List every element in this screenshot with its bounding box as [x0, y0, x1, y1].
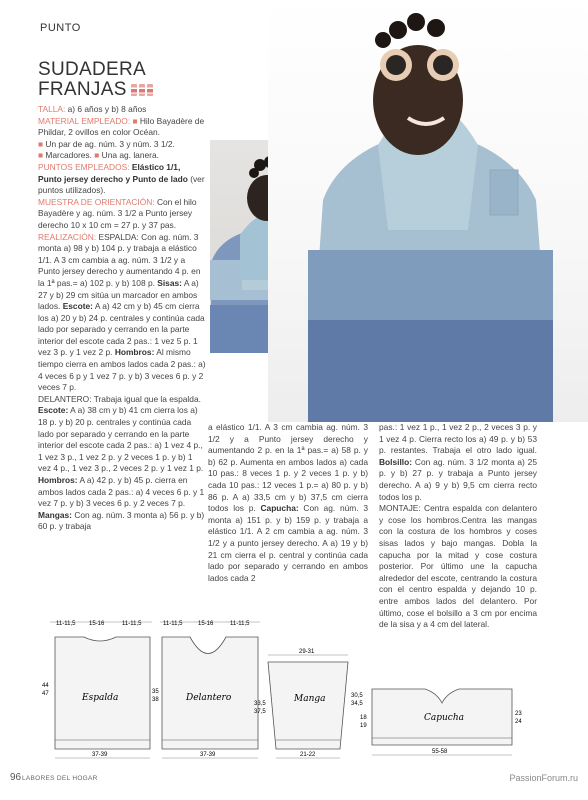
espalda-diagram: [42, 621, 159, 758]
pattern-column-3: [379, 422, 537, 631]
bullet-icon: ■: [94, 150, 100, 161]
delantero-diagram: [160, 621, 260, 758]
bullet-icon: ■: [132, 115, 138, 126]
col3-text: pas.: 1 vez 1 p., 1 vez 2 p., 2 veces 3 p. y 1 vez 4 p. Cierra recto los a) 49 p. y b) 53 p. restantes. Trabaja el otro lado igual.: [379, 422, 537, 456]
escote2-label: Escote:: [38, 405, 69, 416]
delantero-label: Delantero: [186, 693, 232, 703]
espalda-top-right: 11-11,5: [122, 621, 142, 627]
escote2-text: A a) 38 cm y b) 41 cm cierra los a) 18 p. y b) 20 p. centrales y continúa cada lado por separado y cerrando en la parte interior del escote cada 2 pas.: a) 1 vez 4 p., 1 vez 3 p., 1 vez 2 p. y 2 veces 1 p. y b) 1 vez 4 p., 1 vez 3 p., 2 veces 2 p. y 1 vez 1 p.: [38, 405, 204, 474]
page-title: [38, 60, 153, 100]
title-line-2: [38, 80, 153, 100]
espalda-right-1: 35: [152, 689, 159, 695]
hombros2-text: A a) 42 p. y b) 45 p. cierra en ambos lados cada 2 pas.: a) 4 veces 6 p. y 1 vez 7 p. y b) 3 veces 6 p. y 2 veces 7 p.: [38, 475, 205, 509]
manga-right-2: 34,5: [351, 701, 363, 707]
material-bullet-2: Marcadores.: [45, 150, 92, 161]
delantero-top-right: 11-11,5: [230, 621, 250, 627]
espalda-top-mid: 15-16: [89, 621, 105, 627]
bolsillo-text: Con ag. núm. 3 1/2 monta a) 25 p. y b) 27 p. y trabaja a Punto jersey derecho. A a) 9 y b) 9,5 cm cierra recto todos los p.: [379, 456, 537, 502]
manga-left-1: 33,5: [254, 701, 266, 707]
material-bullet-3: Una ag. lanera.: [101, 150, 159, 161]
material-bullet-1: Un par de ag. núm. 3 y núm. 3 1/2.: [45, 138, 175, 149]
espalda-top-left: 11-11,5: [56, 621, 76, 627]
capucha-label: Capucha: [424, 713, 465, 723]
delantero-top-left: 11-11,5: [163, 621, 183, 627]
puntos-value: Elástico 1/1, Punto jersey derecho y Punto de lado: [38, 161, 188, 184]
schematics: [0, 615, 588, 765]
manga-bottom: 21-22: [300, 752, 316, 758]
espalda-label: Espalda: [82, 693, 119, 703]
watermark: PassionForum.ru: [509, 773, 578, 783]
photo-front-view: [268, 0, 588, 422]
manga-diagram: [254, 649, 363, 758]
espalda-left-1: 44: [42, 683, 49, 689]
material-label: MATERIAL EMPLEADO:: [38, 115, 131, 126]
espalda-text: ESPALDA: Con ag. núm. 3 monta a) 98 y b) 104 p. y trabaja a elástico 1/1. A 3 cm cambia a ag. núm. 3 1/2 y a Punto jersey derecho y aumentando 4 p. en la 1ª pas.= a) 102 p. y b) 108 p.: [38, 231, 201, 288]
delantero-bottom: 37-39: [200, 752, 216, 758]
capucha-label: Capucha:: [260, 503, 299, 514]
material-value: Hilo Bayadère de Phildar, 2 ovillos en color Océan.: [38, 115, 205, 138]
manga-right-1: 30,5: [351, 693, 363, 699]
muestra-label: MUESTRA DE ORIENTACIÓN:: [38, 196, 155, 207]
puntos-suffix: (ver puntos utilizados).: [38, 173, 205, 196]
puntos-label: PUNTOS EMPLEADOS:: [38, 161, 130, 172]
manga-left-2: 37,5: [254, 709, 266, 715]
montaje-text: MONTAJE: Centra espalda con delantero y cose los hombros.Centra las mangas con la costura de los hombros y coses sisas lados y bajo mangas. Dobla la capucha por la mitad y cose costura posterior. Por último une la capucha alrededor del escote, centrando la costura con el centro espalda y dejando 10 p. entre ambos lados del delantero. Por último, cose el bolsillo a 3 cm por encima de la sisa y a 4 cm del lateral.: [379, 503, 537, 630]
espalda-right-2: 38: [152, 697, 159, 703]
talla-value: a) 6 años y b) 8 años: [67, 104, 147, 114]
mangas-label: Mangas:: [38, 509, 72, 520]
hombros-text: Al mismo tiempo cierra en ambos lados cada 2 pas.: a) 4 veces 6 p y 1 vez 7 p. y b) 3 veces 6 p. y 2 veces 7 p.: [38, 347, 206, 393]
title-line-1: SUDADERA: [38, 59, 146, 80]
capucha-right-2: 24: [515, 719, 522, 725]
pattern-column-2: [208, 422, 368, 584]
muestra-value: Con el hilo Bayadère y ag. núm. 3 1/2 a Punto jersey derecho 10 x 10 cm = 27 p. y 37 pas.: [38, 196, 197, 230]
section-label: PUNTO: [40, 22, 81, 34]
sisas-text: A a) 27 y b) 29 cm sitúa un marcador en ambos lados.: [38, 277, 199, 312]
capucha-left-1: 18: [360, 715, 367, 721]
delantero-text: DELANTERO: Trabaja igual que la espalda.: [38, 393, 201, 404]
bullet-icon: ■: [38, 138, 44, 149]
page-number: 96: [10, 772, 22, 783]
talla-label: TALLA:: [38, 104, 66, 114]
espalda-bottom: 37-39: [92, 752, 108, 758]
mangas-text: Con ag. núm. 3 monta a) 56 p. y b) 60 p. y trabaja: [38, 509, 205, 532]
manga-label: Manga: [294, 694, 326, 704]
capucha-diagram: [360, 689, 522, 755]
realizacion-label: REALIZACIÓN:: [38, 231, 97, 242]
delantero-top-mid: 15-16: [198, 621, 214, 627]
hombros2-label: Hombros:: [38, 475, 78, 485]
bolsillo-label: Bolsillo:: [379, 456, 413, 467]
espalda-left-2: 47: [42, 691, 49, 697]
col2-text: a elástico 1/1. A 3 cm cambia ag. núm. 3 1/2 y a Punto jersey derecho y aumentando 2 p. en la 1ª pas.= a) 58 p. y b) 62 p. Aumenta en ambos lados a) cada 10 pas.: 8 veces 1 p. y 2 veces 1 p. y b) cada 10 pas.: 12 veces 1 p.= a) 80 p. y b) 86 p. A a) 33,5 cm y b) 37,5 cm cierra todos los p.: [208, 422, 368, 514]
pattern-column-1: [38, 104, 206, 533]
capucha-left-2: 19: [360, 723, 367, 729]
publication-name: LABORES DEL HOGAR: [22, 775, 98, 782]
manga-top: 29-31: [299, 649, 315, 655]
sisas-label: Sisas:: [157, 277, 182, 288]
escote-text: A a) 42 cm y b) 45 cm cierra los a) 20 y b) 24 p. centrales y continúa cada lado por separado y cerrando en la parte interior del escote cada 2 pas.: 1 vez 5 p. 1 vez 3 p. y 1 vez 2 p.: [38, 301, 205, 358]
capucha-bottom: 55-58: [432, 749, 448, 755]
capucha-text: Con ag. núm. 3 monta a) 151 p. y b) 159 p. y trabaja a elástico 1/1. A 2 cm cambia a ag. núm. 3 1/2 y a punto jersey derecho. A a) 19 y b) 21 cm cierra el p. central y continúa cada lado por separado y cerrando en ambos lados cada 2: [208, 503, 368, 583]
bullet-icon: ■: [38, 150, 44, 161]
escote-label: Escote:: [62, 301, 93, 312]
hombros-label: Hombros:: [114, 347, 155, 358]
title-line-2-text: FRANJAS: [38, 79, 127, 100]
stripes-icon: [131, 84, 153, 96]
capucha-right-1: 23: [515, 711, 522, 717]
